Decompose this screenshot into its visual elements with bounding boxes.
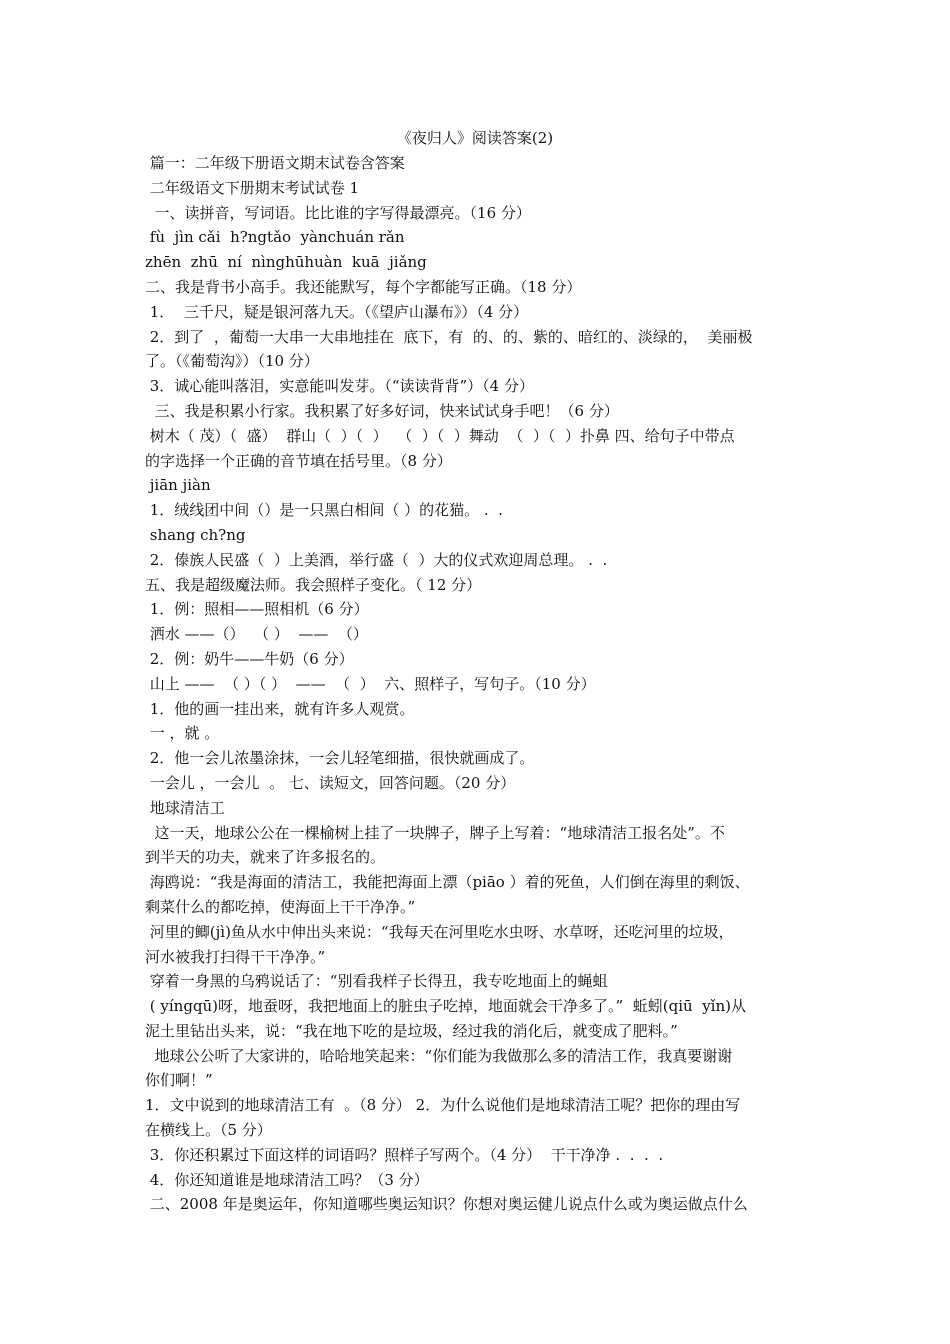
text-line: 二年级语文下册期末考试试卷 1 (145, 178, 360, 197)
text-line: 树木（ 茂）（ 盛） 群山（ ）（ ） （ ）（ ）舞动 （ ）（ ）扑鼻 四、给句子中带点 (145, 426, 735, 445)
text-line: 2．傣族人民盛（ ）上美酒，举行盛（ ）大的仪式欢迎周总理。 . . (145, 550, 608, 569)
text-line: shang ch?ng (145, 525, 246, 544)
text-line: 二、我是背书小高手。我还能默写，每个字都能写正确。（18 分） (145, 277, 582, 296)
text-line: 洒水 ——（） （ ） —— （） (145, 625, 368, 644)
text-line: 一会儿 ，一会儿 。 七、读短文，回答问题。（20 分） (145, 773, 516, 792)
text-line: 在横线上。（5 分） (145, 1121, 272, 1140)
text-line: jiān jiàn (145, 476, 211, 495)
text-line: 一 ，就 。 (145, 724, 220, 743)
text-line: 1．他的画一挂出来，就有许多人观赏。 (145, 699, 415, 718)
text-line: 三、我是积累小行家。我积累了好多好词，快来试试身手吧！（6 分） (145, 401, 619, 420)
text-line: zhēn zhū ní nìnghūhuàn kuā jiǎng (145, 253, 427, 272)
text-line: 地球公公听了大家讲的，哈哈地笑起来：“你们能为我做那么多的清洁工作，我真要谢谢 (145, 1046, 733, 1065)
document-body (145, 151, 815, 1217)
text-line: 地球清洁工 (145, 798, 225, 817)
text-line: 1． 三千尺，疑是银河落九天。（《望庐山瀑布》）（4 分） (145, 302, 529, 321)
text-line: 的字选择一个正确的音节填在括号里。（8 分） (145, 451, 452, 470)
text-line: 河水被我打扫得干干净净。” (145, 947, 326, 966)
text-line: 1．例：照相——照相机（6 分） (145, 600, 369, 619)
text-line: 泥土里钻出头来，说：“我在地下吃的是垃圾，经过我的消化后，就变成了肥料。” (145, 1021, 678, 1040)
text-line: 篇一：二年级下册语文期末试卷含答案 (145, 154, 405, 172)
text-line: 一、读拼音，写词语。比比谁的字写得最漂亮。（16 分） (145, 203, 531, 222)
text-line: 2．例：奶牛——牛奶（6 分） (145, 649, 354, 668)
text-line: 4．你还知道谁是地球清洁工吗？（3 分） (145, 1170, 429, 1189)
text-line: 海鸥说：“我是海面的清洁工，我能把海面上漂（piāo ）着的死鱼，人们倒在海里的剩饭、 (145, 873, 750, 892)
text-line: 3．诚心能叫落泪，实意能叫发芽。（“读读背背”）（4 分） (145, 377, 534, 396)
text-line: 这一天，地球公公在一棵榆树上挂了一块牌子，牌子上写着：“地球清洁工报名处”。不 (145, 823, 725, 842)
text-line: 你们啊！” (145, 1071, 213, 1090)
text-line: 五、我是超级魔法师。我会照样子变化。（ 12 分） (145, 575, 482, 594)
text-line: 二、2008 年是奥运年，你知道哪些奥运知识？你想对奥运健儿说点什么或为奥运做点什么 (145, 1195, 748, 1214)
text-line: ( yíngqū)呀，地蚕呀，我把地面上的脏虫子吃掉，地面就会干净多了。” 蚯蚓(qiū yǐn)从 (145, 997, 746, 1016)
text-line: 山上 —— （ ）（ ） —— （ ） 六、照样子，写句子。（10 分） (145, 674, 596, 693)
document-title: 《夜归人》阅读答案(2) (396, 129, 554, 147)
text-line: 3．你还积累过下面这样的词语吗？照样子写两个。（4 分） 干干净净 . . . . (145, 1145, 664, 1164)
text-line: fù jìn cǎi h?ngtǎo yànchuán rǎn (145, 228, 405, 247)
text-line: 了。（《葡萄沟》）（10 分） (145, 352, 319, 371)
text-line: 2．到了 ，葡萄一大串一大串地挂在 底下，有 的、的、紫的、暗红的、淡绿的， 美丽极 (145, 327, 753, 346)
text-line: 到半天的功夫，就来了许多报名的。 (145, 848, 386, 867)
text-line: 河里的鲫(jì)鱼从水中伸出头来说：“我每天在河里吃水虫呀、水草呀，还吃河里的垃圾， (145, 922, 734, 941)
text-line: 2．他一会儿浓墨涂抹，一会儿轻笔细描，很快就画成了。 (145, 749, 535, 768)
text-line: 剩菜什么的都吃掉，使海面上干干净净。” (145, 897, 416, 916)
text-line: 1．文中说到的地球清洁工有 。（8 分） 2．为什么说他们是地球清洁工呢？把你的理由写 (145, 1096, 741, 1115)
text-line: 1．绒线团中间（）是一只黑白相间（ ）的花猫。 . . (145, 501, 503, 520)
text-line: 穿着一身黑的乌鸦说话了：“别看我样子长得丑，我专吃地面上的蝇蛆 (145, 972, 608, 991)
